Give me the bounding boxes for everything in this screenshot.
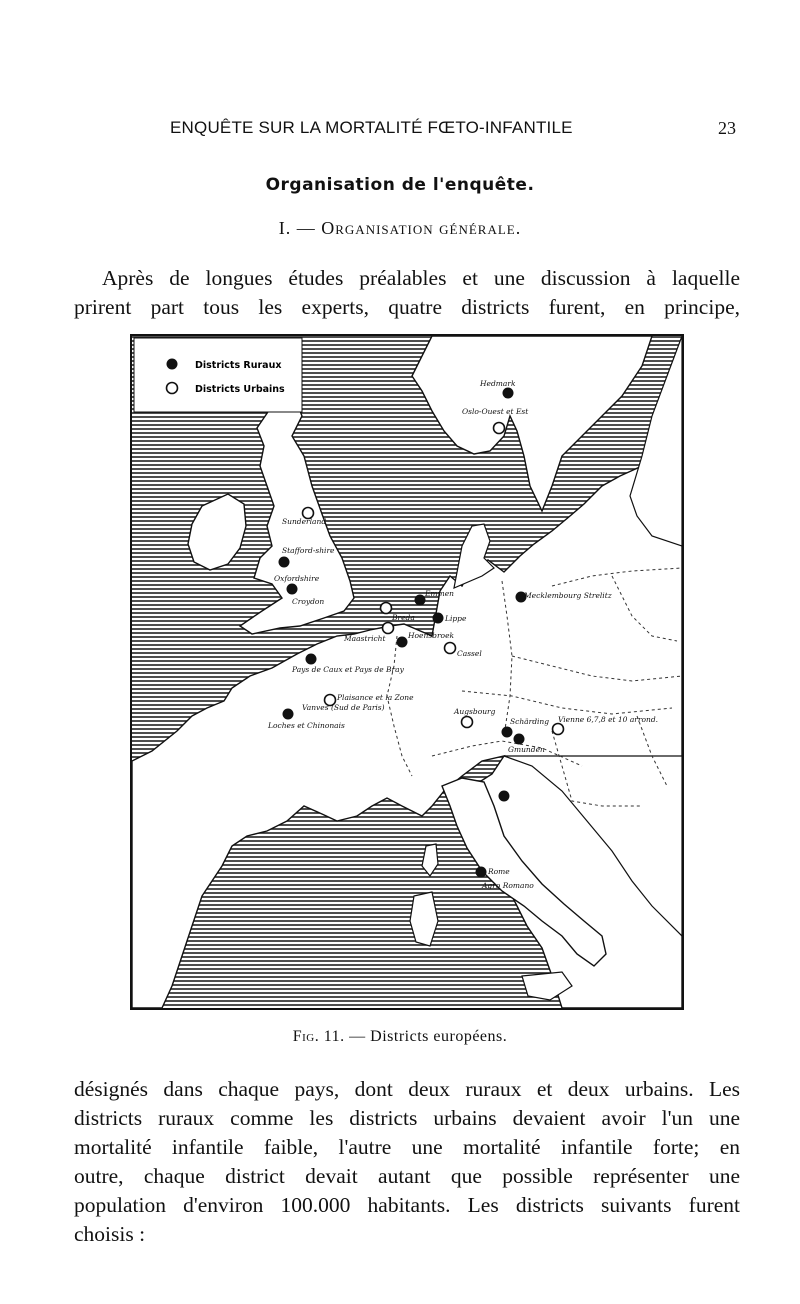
marker-stafford (279, 557, 290, 568)
label-vienne: Vienne 6,7,8 et 10 arrond. (558, 715, 659, 724)
paragraph-intro (74, 264, 740, 322)
section-title: Organisation de l'enquête. (265, 175, 535, 195)
label-plaisance: Plaisance et la Zone (337, 693, 414, 702)
page-header (0, 118, 800, 148)
marker-hoensbroek (397, 637, 408, 648)
text-line: prirent part tous les experts, quatre districts furent, en principe, (74, 295, 740, 319)
label-breda: Breda (392, 613, 415, 622)
marker-croydon (381, 603, 392, 614)
marker-loches (283, 709, 294, 720)
label-sunderland: Sunderland (282, 517, 327, 526)
legend-urban-marker (167, 383, 178, 394)
label-augsbourg: Augsbourg (454, 707, 496, 716)
figure-caption (0, 1028, 800, 1046)
label-vanves: Vanves (Sud de Paris) (302, 703, 385, 712)
marker-rome (476, 867, 487, 878)
marker-pays-de-caux (306, 654, 317, 665)
label-stafford: Stafford-shire (282, 546, 335, 555)
label-oxford: Oxfordshire (274, 574, 320, 583)
marker-oslo (494, 423, 505, 434)
marker-adriatic (499, 791, 510, 802)
figure-caption-text: — Districts européens. (344, 1028, 508, 1045)
text-line: mortalité infantile faible, l'autre une mortalité infantile forte; en (74, 1135, 740, 1159)
marker-cassel (445, 643, 456, 654)
label-hedmark: Hedmark (480, 379, 516, 388)
text-line: population d'environ 100.000 habitants. Les districts suivants furent (74, 1193, 740, 1217)
marker-hedmark (503, 388, 514, 399)
text-line: districts ruraux comme les districts urbains devaient avoir l'un une (74, 1106, 740, 1130)
marker-vienne (553, 724, 564, 735)
map-legend (134, 338, 302, 412)
running-title: ENQUÊTE SUR LA MORTALITÉ FŒTO-INFANTILE (170, 118, 573, 137)
label-cassel: Cassel (457, 649, 482, 658)
label-rome: Rome (488, 867, 510, 876)
label-pays-de-caux: Pays de Caux et Pays de Bray (292, 665, 404, 674)
legend-rural-label: Districts Ruraux (195, 360, 282, 371)
paragraph-districts (74, 1075, 740, 1249)
text-line: outre, chaque district devait autant que possible représenter une (74, 1164, 740, 1188)
page-number: 23 (718, 118, 736, 138)
label-gmunden: Gmunden (508, 745, 545, 754)
label-mecklenbourg: Mecklembourg Strelitz (524, 591, 612, 600)
text-line: désignés dans chaque pays, dont deux ruraux et deux urbains. Les (74, 1077, 740, 1101)
europe-districts-map (130, 334, 684, 1010)
label-hoensbroek: Hoensbroek (408, 631, 455, 640)
marker-augsbourg (462, 717, 473, 728)
subsection-title: I. — Organisation générale. (278, 218, 522, 238)
marker-emmen (415, 595, 426, 606)
marker-lippe (433, 613, 444, 624)
marker-gmunden (514, 734, 525, 745)
label-maastricht: Maastricht (344, 634, 386, 643)
label-loches: Loches et Chinonais (268, 721, 345, 730)
label-agro-romano: Agro Romano (482, 881, 534, 890)
marker-scharding (502, 727, 513, 738)
legend-urban-label: Districts Urbains (195, 384, 285, 395)
label-emmen: Emmen (425, 589, 454, 598)
label-oslo: Oslo-Ouest et Est (462, 407, 529, 416)
text-line: choisis : (74, 1222, 146, 1246)
map-svg (132, 336, 682, 1008)
figure-label: Fig. 11. (292, 1028, 345, 1045)
marker-breda (383, 623, 394, 634)
text-line: Après de longues études préalables et une discussion à laquelle (102, 266, 740, 290)
label-croydon: Croydon (292, 597, 325, 606)
legend-rural-marker (167, 359, 178, 370)
label-lippe: Lippe (445, 614, 467, 623)
marker-oxford (287, 584, 298, 595)
label-scharding: Schärding (510, 717, 550, 726)
